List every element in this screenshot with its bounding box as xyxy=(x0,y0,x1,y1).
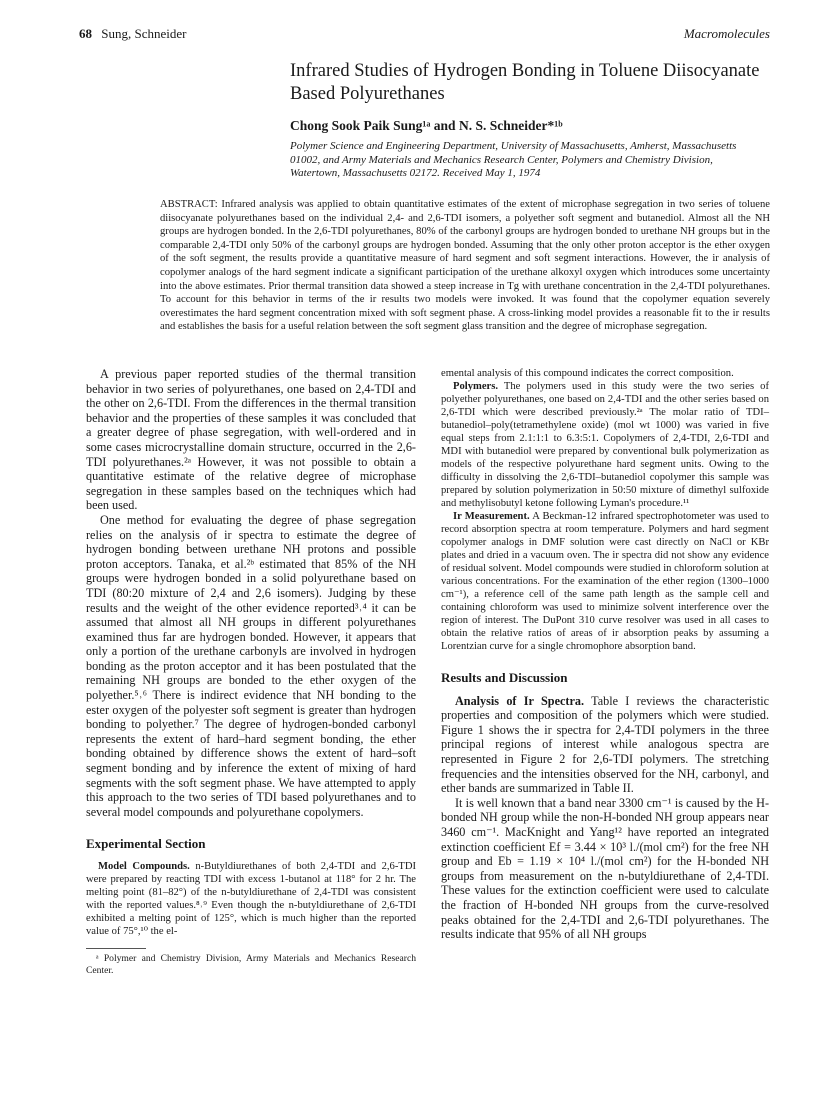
intro-paragraph-1: A previous paper reported studies of the thermal transition behavior in two series of polyurethanes, one based on 2,4-TDI and the other on 2,6-TDI. From the differences in the thermal transition behavior and the properties of these samples it was concluded that a greater degree of phase segregation, with well-ordered and in some cases microcrystalline domain structure, occurred in the 2,6-TDI polyurethanes.²ᵃ However, it was not possible to obtain a quantitative estimate of the relative degree of microphase segregation in these samples based on the techniques which had been used. xyxy=(86,367,416,513)
model-compounds-paragraph xyxy=(86,860,416,938)
analysis-text: Table I reviews the characteristic properties and composition of the polymers which were studied. Figure 1 shows the ir spectra for 2,4-TDI polymers in the three principal regions of interest while analogous spectra are represented in Figure 2 for 2,6-TDI polymers. The stretching frequencies and the intensities observed for the NH, carbonyl, and ether bands are summarized in Table II. xyxy=(441,693,770,796)
results-section-heading: Results and Discussion xyxy=(441,670,568,685)
running-head-left xyxy=(79,26,186,42)
ir-measurement-paragraph xyxy=(441,510,769,653)
title-block xyxy=(290,60,760,181)
model-compounds-label: Model Compounds. xyxy=(98,861,190,872)
ir-measurement-text: A Beckman-12 infrared spectrophotometer was used to record absorption spectra at room temperature. Polymers and hard segment copolymer analogs in DMF solution were cast directly on NaCl or KBr plates and dried in a vacuum oven. The ir spectra did not show any evidence of residual solvent. Model compounds were studied in chloroform solution at various concentrations. For the examination of the ether region (1300–1000 cm⁻¹), a reference cell of the same path length as the sample cell and containing chloroform was used to minimize solvent interference over the region of interest. The DuPont 310 curve resolver was used in all cases to obtain the relative ratios of areas of ir absorption peaks by assuming a Lorentzian curve for a single chromophore absorption band. xyxy=(441,511,769,652)
analysis-label: Analysis of Ir Spectra. xyxy=(455,693,585,708)
abstract: ABSTRACT: Infrared analysis was applied to obtain quantitative estimates of the extent of microphase segregation in two series of toluene diisocyanate polyurethanes based on the individual 2,4- and 2,6-TDI isomers, a polyether soft segment and butanediol. Almost all the NH groups are hydrogen bonded. In the 2,6-TDI polyurethanes, 80% of the carbonyl groups are hydrogen bonded to urethane NH groups but in the comparable 2,4-TDI only 50% of the carbonyl groups are hydrogen bonded. Assuming that the only other proton acceptor is the ether oxygen of the soft segment, the results provide a quantitative measure of hard segment and soft segment interactions. However, the ir analysis of copolymer analogs of the hard segment indicate a significant participation of the urethane alkoxyl oxygen which introduces some uncertainty into the above estimates. Prior thermal transition data showed a steep increase in Tg with urethane concentration in the 2,4-TDI polyurethanes. To account for this behavior in terms of the ir results two models were invoked. It was found that the copolymer equation severely overestimates the hard segment concentration mixed with soft segment phase. A cross-linking model provides a reasonable fit to the ir results and establishes the basis for a useful relation between the soft segment glass transition and the degree of microphase segregation. xyxy=(160,199,770,333)
author-affiliation: Polymer Science and Engineering Department, University of Massachusetts, Amherst, Massachusetts 01002, and Army Materials and Mechanics Research Center, Polymers and Chemistry Division, Watertown, Massachusetts 02172. Received May 1, 1974 xyxy=(290,140,737,179)
running-head-authors: Sung, Schneider xyxy=(101,26,187,41)
experimental-section-heading: Experimental Section xyxy=(86,836,206,852)
polymers-text: The polymers used in this study were the two series of polyether polyurethanes, one based on 2,4-TDI and the other series based on 2,6-TDI which were described previously.²ᵃ The molar ratio of TDI–butanediol–poly(tetramethylene oxide) (mol wt 1000) was varied in five equal steps from 2.1:1:1 to 6.3:5:1. Copolymers of 2,4-TDI, 2,6-TDI and MDI with butanediol were prepared by conventional bulk polymerization as models of the respective polyurethane hard segment units. Owing to the difficulty in dissolving the 2,6-TDI–butanediol copolymer this sample was prepared by solution polymerization in 50:50 mixture of dimethyl sulfoxide and methylisobutyl ketone following Lyman's procedure.¹¹ xyxy=(441,381,769,509)
footnote-divider xyxy=(86,948,146,949)
page-number: 68 xyxy=(79,26,92,41)
left-column xyxy=(86,367,416,977)
running-head xyxy=(79,26,770,44)
ir-measurement-label: Ir Measurement. xyxy=(453,511,530,522)
footnote: ᵃ Polymer and Chemistry Division, Army Materials and Mechanics Research Center. xyxy=(86,953,416,976)
model-compounds-text: n-Butyldiurethanes of both 2,4-TDI and 2,6-TDI were prepared by reacting TDI with excess 1-butanol at 118° for 2 hr. The melting point (81–82°) of the n-butyldiurethane of 2,4-TDI was consistent with the reported values.⁸˒⁹ Even though the n-butyldiurethane of 2,6-TDI exhibited a melting point of 125°, which is much higher than the reported value of 75°,¹⁰ the el- xyxy=(86,861,416,937)
article-title: Infrared Studies of Hydrogen Bonding in Toluene Diisocyanate Based Polyurethanes xyxy=(290,61,760,104)
journal-name: Macromolecules xyxy=(683,26,770,41)
nh-band-paragraph: It is well known that a band near 3300 cm⁻¹ is caused by the H-bonded NH group while the non-H-bonded NH group appears near 3460 cm⁻¹. MacKnight and Yang¹² have reported an integrated extinction coefficient Ef = 3.44 × 10³ l./(mol cm²) for the free NH group and Eb = 1.19 × 10⁴ l./(mol cm²) for the H-bonded NH groups from measurement on the n-butyldiurethane of 2,4-TDI. These values for the extinction coefficient were used to calculate the fraction of H-bonded NH groups from the curve-resolved peaks obtained for the 2,4-TDI and 2,6-TDI polyurethanes. The results indicate that 95% of all NH groups xyxy=(441,795,769,942)
article-authors: Chong Sook Paik Sung¹ᵃ and N. S. Schneider*¹ᵇ xyxy=(290,118,563,133)
analysis-paragraph xyxy=(441,694,769,796)
continued-paragraph: emental analysis of this compound indicates the correct composition. xyxy=(441,368,734,379)
intro-paragraph-2: One method for evaluating the degree of phase segregation relies on the analysis of ir spectra to estimate the degree of hydrogen bonding between urethane NH protons and possible proton acceptors. Tanaka, et al.²ᵇ estimated that 85% of the NH groups were hydrogen bonded in a solid polyurethane based on TDI (80:20 mixture of 2,4 and 2,6 isomers). Judging by these results and the weight of the other evidence reported³˒⁴ it can be assumed that almost all NH groups in different polyurethanes examined thus far are hydrogen bonded. However, it appears that only a portion of the urethane carbonyls are involved in hydrogen bonding as the proton acceptor and it has been postulated that the remaining NH groups are bonded to the ether oxygen of the polyether.⁵˒⁶ There is indirect evidence that NH bonding to the ester oxygen of the polyester soft segment is greater than hydrogen bonding to polyether.⁷ The degree of hydrogen-bonded carbonyl represents the extent of hard–hard segment bonding, the ether bonding obtained by difference shows the extent of hard–soft segment bonding and by inference the extent of mixing of hard segments with the soft segment phase. We have attempted to apply this approach to the two series of TDI based polyurethanes and to several model compounds and polyurethane copolymers. xyxy=(86,512,416,819)
polymers-paragraph xyxy=(441,380,769,510)
polymers-label: Polymers. xyxy=(453,381,499,392)
right-column xyxy=(441,367,769,942)
